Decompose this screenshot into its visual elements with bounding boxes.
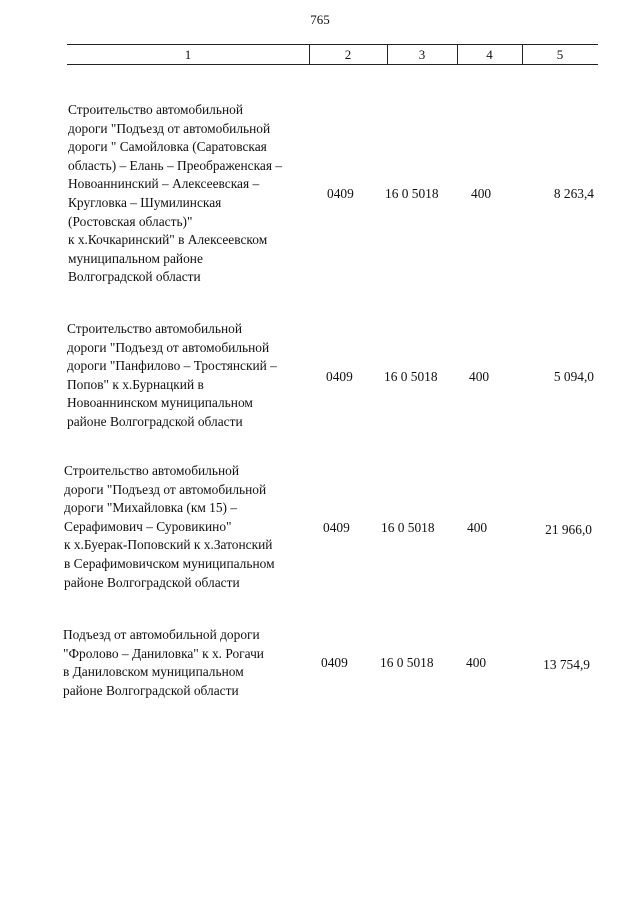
row-amount: 5 094,0 [553, 369, 594, 384]
row-section-code: 0409 [327, 186, 354, 201]
row-type-code: 400 [471, 186, 492, 201]
header-col-1: 1 [184, 47, 192, 62]
row-type-code: 400 [469, 369, 490, 384]
row-section-code: 0409 [321, 655, 348, 670]
column-header-row [67, 44, 598, 66]
header-col-4: 4 [486, 47, 493, 62]
header-col-5: 5 [556, 47, 564, 62]
row-amount: 21 966,0 [545, 522, 592, 537]
row-target-code: 16 0 5018 [384, 369, 438, 384]
row-target-code: 16 0 5018 [380, 655, 434, 670]
row-amount: 8 263,4 [553, 186, 594, 201]
row-section-code: 0409 [326, 369, 353, 384]
row-target-code: 16 0 5018 [385, 186, 439, 201]
header-top-rule [67, 44, 598, 45]
row-description: Строительство автомобильной дороги "Подъезд от автомобильной дороги "Михайловка (км 15) – Серафимович – Суровикино" к х.Буерак-Поповский к х.Затонский в Серафимовичском муниципальном районе Волгоградской области [64, 463, 275, 590]
row-description: Строительство автомобильной дороги "Подъезд от автомобильной дороги "Панфилово – Тростянский – Попов" к х.Бурнацкий в Новоаннинском муниципальном районе Волгоградской области [67, 321, 277, 429]
row-type-code: 400 [466, 655, 487, 670]
row-amount: 13 754,9 [543, 657, 590, 672]
row-description: Подъезд от автомобильной дороги "Фролово – Даниловка" к х. Рогачи в Даниловском муниципальном районе Волгоградской области [63, 627, 264, 698]
header-col-3: 3 [418, 47, 426, 62]
page-number: 765 [310, 12, 330, 27]
header-bottom-rule [67, 64, 598, 65]
row-section-code: 0409 [323, 520, 350, 535]
row-target-code: 16 0 5018 [381, 520, 435, 535]
row-description: Строительство автомобильной дороги "Подъезд от автомобильной дороги " Самойловка (Саратовская область) – Елань – Преображенская – Новоаннинский – Алексеевская – Кругловка – Шумилинская (Ростовская область)" к х.Кочкаринский" в Алексеевском муниципальном районе Волгоградской области [68, 102, 283, 285]
row-type-code: 400 [467, 520, 488, 535]
header-col-2: 2 [344, 47, 352, 62]
